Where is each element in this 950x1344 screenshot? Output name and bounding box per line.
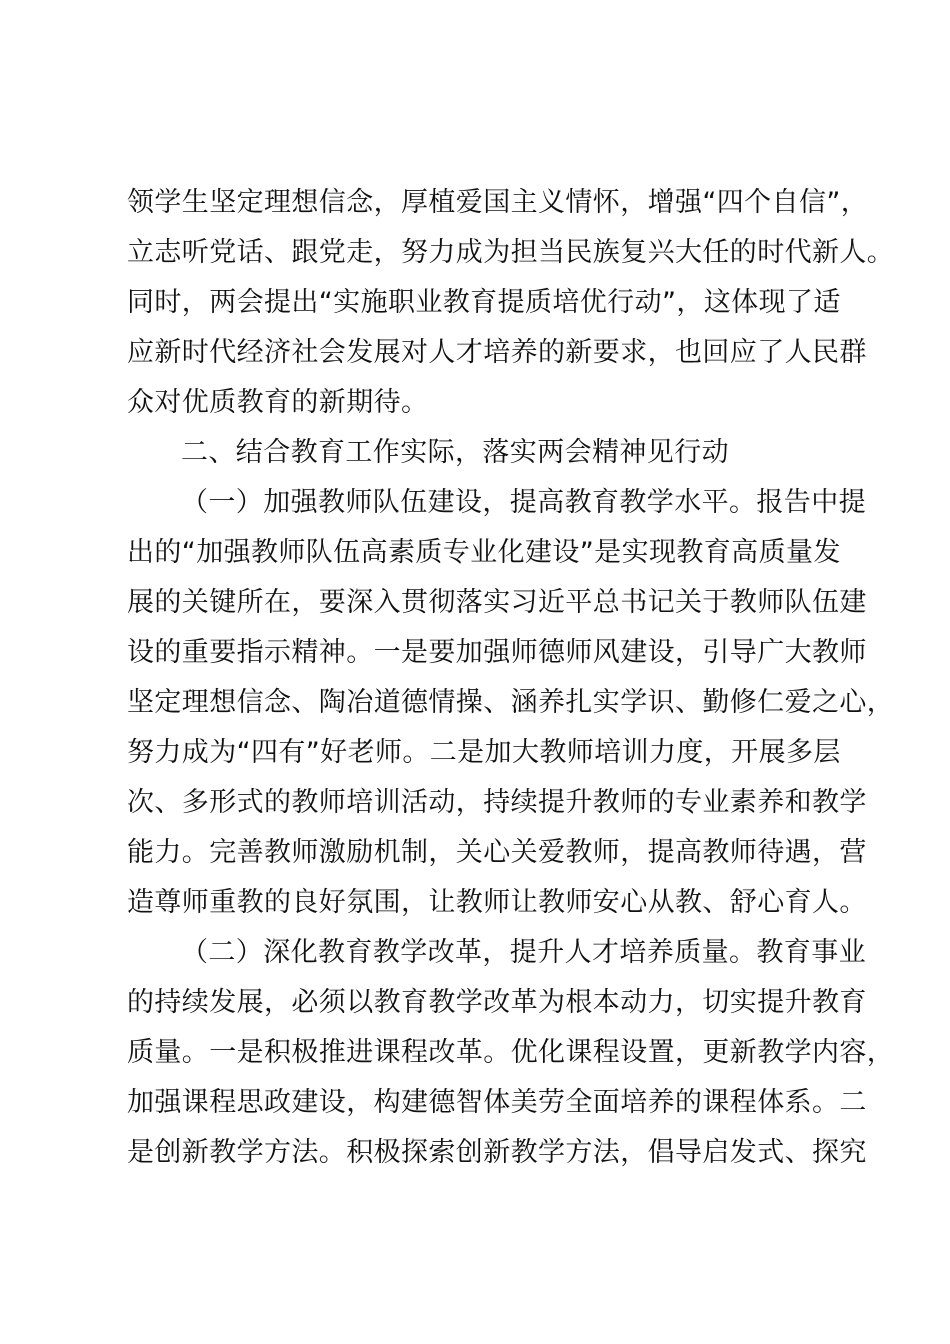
body-text-line: 同时，两会提出“实施职业教育提质培优行动”，这体现了适	[127, 287, 841, 318]
body-text-line: 坚定理想信念、陶冶道德情操、涵养扎实学识、勤修仁爱之心，	[127, 687, 895, 718]
section-heading: 二、结合教育工作实际，落实两会精神见行动	[181, 437, 729, 468]
body-text-line: 质量。一是积极推进课程改革。优化课程设置，更新教学内容，	[127, 1037, 895, 1068]
body-text-line: 领学生坚定理想信念，厚植爱国主义情怀，增强“四个自信”，	[127, 187, 869, 218]
subsection-heading-1: （一）加强教师队伍建设，提高教育教学水平。报告中提	[181, 487, 866, 518]
body-text-line: 出的“加强教师队伍高素质专业化建设”是实现教育高质量发	[127, 537, 841, 568]
body-text-line: 努力成为“四有”好老师。二是加大教师培训力度，开展多层	[127, 737, 841, 768]
body-text-line: 展的关键所在，要深入贯彻落实习近平总书记关于教师队伍建	[127, 587, 867, 618]
body-text-line: 次、多形式的教师培训活动，持续提升教师的专业素养和教学	[127, 787, 867, 818]
body-text-line: 是创新教学方法。积极探索创新教学方法，倡导启发式、探究	[127, 1137, 867, 1168]
body-text-line: 立志听党话、跟党走，努力成为担当民族复兴大任的时代新人。	[127, 237, 895, 268]
subsection-heading-2: （二）深化教育教学改革，提升人才培养质量。教育事业	[181, 937, 866, 968]
body-text-line: 设的重要指示精神。一是要加强师德师风建设，引导广大教师	[127, 637, 867, 668]
body-text-line: 能力。完善教师激励机制，关心关爱教师，提高教师待遇，营	[127, 837, 867, 868]
body-text-line: 的持续发展，必须以教育教学改革为根本动力，切实提升教育	[127, 987, 867, 1018]
body-text-line: 众对优质教育的新期待。	[127, 387, 429, 418]
body-text-line: 加强课程思政建设，构建德智体美劳全面培养的课程体系。二	[127, 1087, 867, 1118]
body-text-line: 应新时代经济社会发展对人才培养的新要求，也回应了人民群	[127, 337, 867, 368]
body-text-line: 造尊师重教的良好氛围，让教师让教师安心从教、舒心育人。	[127, 887, 867, 918]
